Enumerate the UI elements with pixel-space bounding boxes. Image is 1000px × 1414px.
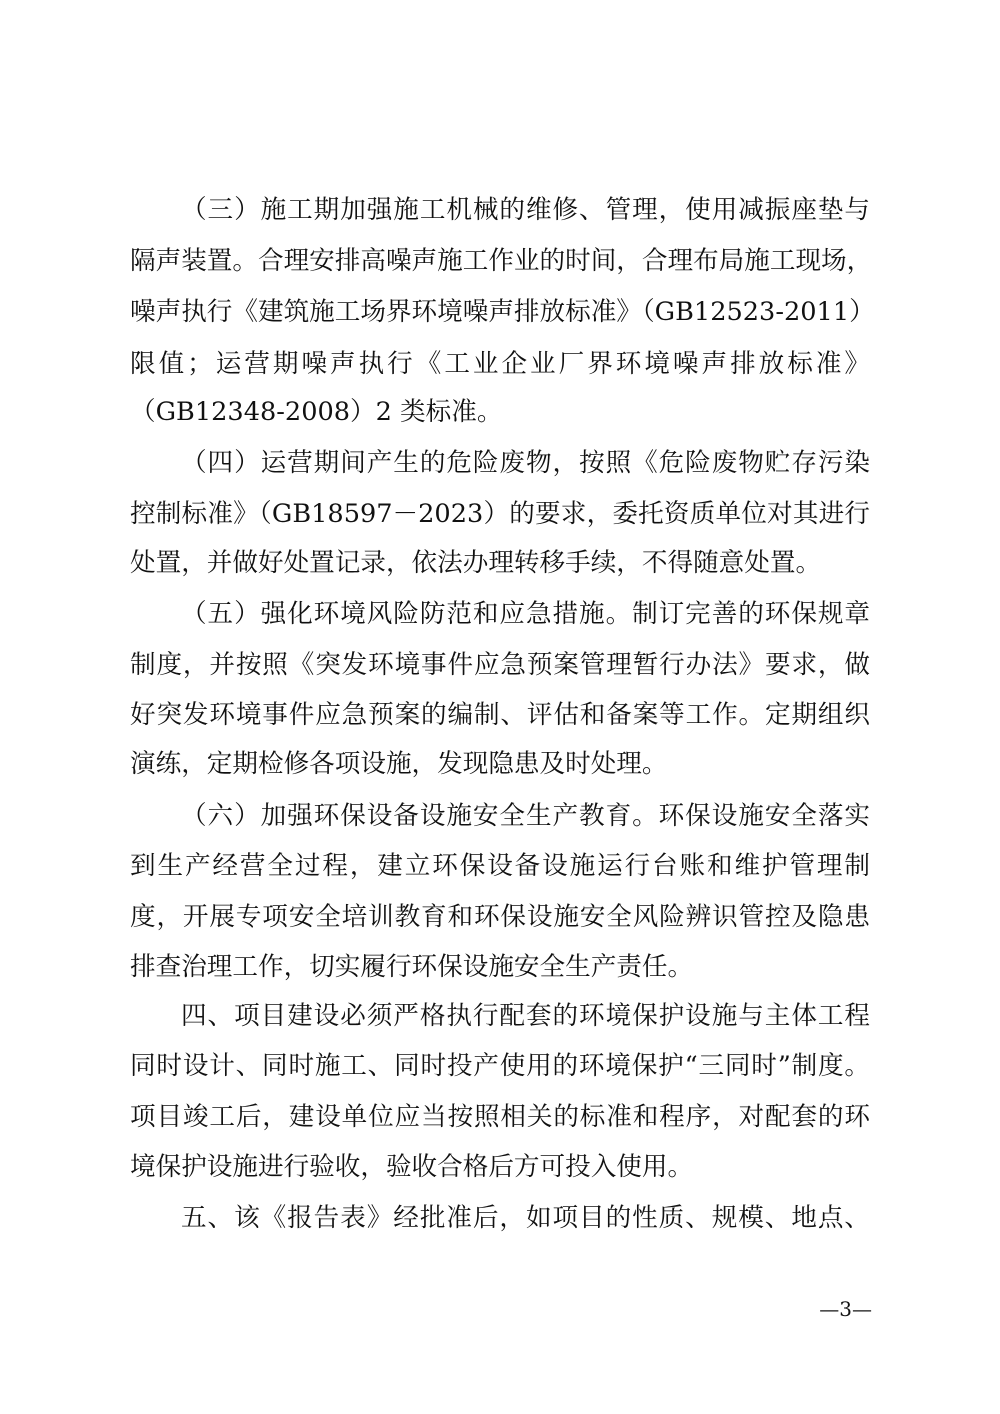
page-number: —3— bbox=[819, 1297, 872, 1321]
paragraph-line: 境保护设施进行验收，验收合格后方可投入使用。 bbox=[130, 1152, 694, 1182]
paragraph-line: （三）施工期加强施工机械的维修、管理，使用减振座垫与 bbox=[181, 195, 870, 225]
paragraph-line: 隔声装置。合理安排高噪声施工作业的时间，合理布局施工现场， bbox=[130, 246, 873, 276]
paragraph-line: 噪声执行《建筑施工场界环境噪声排放标准》（GB12523-2011） bbox=[130, 297, 875, 327]
paragraph-line: 处置，并做好处置记录，依法办理转移手续，不得随意处置。 bbox=[130, 548, 822, 578]
paragraph-line: 好突发环境事件应急预案的编制、评估和备案等工作。定期组织 bbox=[130, 700, 870, 730]
paragraph-line: （GB12348-2008）2 类标准。 bbox=[130, 397, 503, 427]
paragraph-line: 到生产经营全过程，建立环保设备设施运行台账和维护管理制 bbox=[130, 851, 870, 881]
paragraph-line: 演练，定期检修各项设施，发现隐患及时处理。 bbox=[130, 749, 668, 779]
paragraph-line: 项目竣工后，建设单位应当按照相关的标准和程序，对配套的环 bbox=[130, 1102, 870, 1132]
paragraph-line: 制度，并按照《突发环境事件应急预案管理暂行办法》要求，做 bbox=[130, 650, 870, 680]
paragraph-line: 五、该《报告表》经批准后，如项目的性质、规模、地点、 bbox=[181, 1203, 870, 1233]
paragraph-line: 排查治理工作，切实履行环保设施安全生产责任。 bbox=[130, 952, 694, 982]
paragraph-line: 限值；运营期噪声执行《工业企业厂界环境噪声排放标准》 bbox=[130, 349, 870, 379]
paragraph-line: 控制标准》（GB18597－2023）的要求，委托资质单位对其进行 bbox=[130, 499, 870, 529]
paragraph-line: 四、项目建设必须严格执行配套的环境保护设施与主体工程 bbox=[181, 1001, 870, 1031]
paragraph-line: 度，开展专项安全培训教育和环保设施安全风险辨识管控及隐患 bbox=[130, 902, 870, 932]
paragraph-line: （六）加强环保设备设施安全生产教育。环保设施安全落实 bbox=[181, 801, 870, 831]
paragraph-line: （五）强化环境风险防范和应急措施。制订完善的环保规章 bbox=[181, 599, 870, 629]
paragraph-line: （四）运营期间产生的危险废物，按照《危险废物贮存污染 bbox=[181, 448, 870, 478]
paragraph-line: 同时设计、同时施工、同时投产使用的环境保护“三同时”制度。 bbox=[130, 1051, 870, 1081]
